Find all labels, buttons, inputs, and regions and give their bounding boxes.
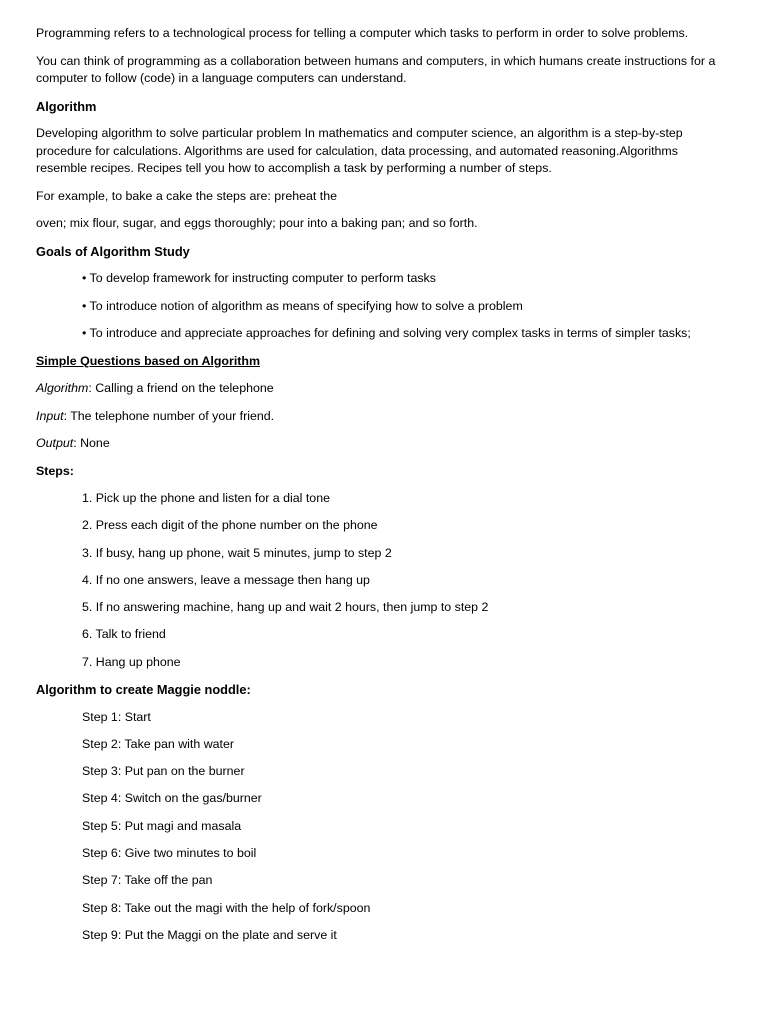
intro-paragraph-1: Programming refers to a technological process for telling a computer which tasks to perform in order to solve problems. bbox=[36, 26, 689, 40]
cake-example-continuation: oven; mix flour, sugar, and eggs thoroughly; pour into a baking pan; and so forth. bbox=[36, 216, 478, 230]
input-label: Input bbox=[36, 408, 64, 423]
maggie-step: Step 3: Put pan on the burner bbox=[82, 764, 245, 779]
phone-step: 2. Press each digit of the phone number on the phone bbox=[82, 518, 378, 533]
goal-item: • To develop framework for instructing computer to perform tasks bbox=[82, 271, 436, 285]
intro-paragraph-2: You can think of programming as a collaboration between humans and computers, in which humans create instructions for a computer to follow (code) in a language computers can understand. bbox=[36, 53, 716, 85]
maggie-step: Step 8: Take out the magi with the help of fork/spoon bbox=[82, 900, 371, 915]
goal-item: • To introduce notion of algorithm as means of specifying how to solve a problem bbox=[82, 298, 523, 313]
goals-heading: Goals of Algorithm Study bbox=[36, 243, 190, 259]
output-value: : None bbox=[73, 436, 110, 450]
maggie-step: Step 5: Put magi and masala bbox=[82, 818, 242, 833]
input-line bbox=[36, 408, 728, 426]
algorithm-line bbox=[36, 380, 728, 398]
algorithm-heading: Algorithm bbox=[36, 98, 97, 114]
phone-step: 5. If no answering machine, hang up and wait 2 hours, then jump to step 2 bbox=[82, 600, 489, 615]
maggie-step: Step 7: Take off the pan bbox=[82, 873, 213, 888]
maggie-steps-list bbox=[36, 709, 728, 945]
phone-steps-list bbox=[36, 490, 728, 671]
maggie-step: Step 9: Put the Maggi on the plate and serve it bbox=[82, 927, 337, 942]
phone-step: 6. Talk to friend bbox=[82, 627, 166, 642]
phone-step: 7. Hang up phone bbox=[82, 654, 181, 669]
maggie-step: Step 2: Take pan with water bbox=[82, 736, 234, 751]
algorithm-definition-paragraph: Developing algorithm to solve particular problem In mathematics and computer science, an algorithm is a step-by-step procedure for calculations. Algorithms are used for calculation, data processing, and automated reasoning.Algorithms resemble recipes. Recipes tell you how to accomplish a task by performing a number of steps. bbox=[36, 126, 683, 175]
phone-step: 3. If busy, hang up phone, wait 5 minutes, jump to step 2 bbox=[82, 545, 392, 560]
steps-label: Steps: bbox=[36, 463, 74, 478]
input-value: : The telephone number of your friend. bbox=[63, 408, 275, 423]
goals-list bbox=[36, 270, 728, 343]
cake-example-paragraph: For example, to bake a cake the steps are: preheat the bbox=[36, 188, 337, 203]
algorithm-value: : Calling a friend on the telephone bbox=[88, 381, 274, 395]
phone-step: 1. Pick up the phone and listen for a dial tone bbox=[82, 491, 330, 505]
phone-step: 4. If no one answers, leave a message then hang up bbox=[82, 572, 370, 587]
maggie-step: Step 1: Start bbox=[82, 709, 151, 724]
output-label: Output bbox=[36, 436, 74, 450]
output-line bbox=[36, 435, 728, 453]
algorithm-label: Algorithm bbox=[36, 381, 89, 395]
simple-questions-heading: Simple Questions based on Algorithm bbox=[36, 353, 260, 368]
goal-item: • To introduce and appreciate approaches for defining and solving very complex tasks in terms of simpler tasks; bbox=[82, 326, 691, 340]
maggie-step: Step 6: Give two minutes to boil bbox=[82, 846, 257, 861]
maggie-heading: Algorithm to create Maggie noddle: bbox=[36, 682, 251, 698]
maggie-step: Step 4: Switch on the gas/burner bbox=[82, 791, 262, 806]
